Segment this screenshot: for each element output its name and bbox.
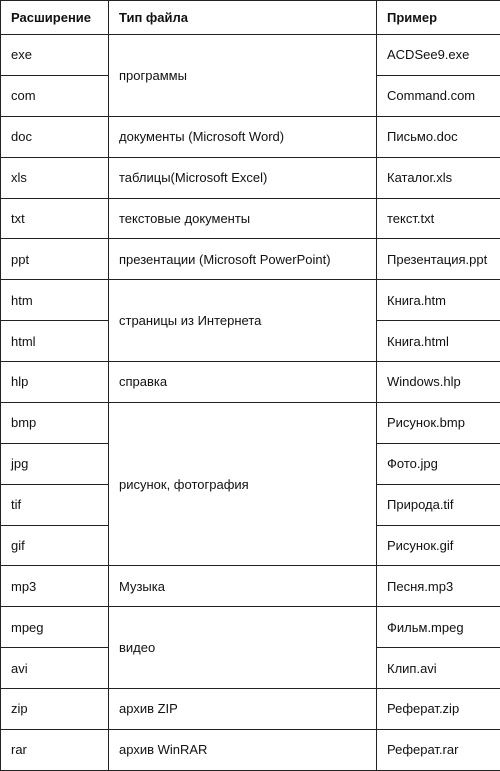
file-type-cell: текстовые документы: [109, 198, 377, 239]
table-row: [1, 362, 500, 403]
extension-cell: com: [1, 75, 109, 116]
example-cell: текст.txt: [377, 198, 500, 239]
extension-cell: jpg: [1, 443, 109, 484]
file-type-cell: Музыка: [109, 566, 377, 607]
example-cell: Фото.jpg: [377, 443, 500, 484]
extension-cell: exe: [1, 35, 109, 76]
example-cell: Рисунок.gif: [377, 525, 500, 566]
example-cell: Книга.htm: [377, 280, 500, 321]
table-row: [1, 566, 500, 607]
table-row: [1, 280, 500, 321]
example-cell: Природа.tif: [377, 484, 500, 525]
extension-cell: html: [1, 321, 109, 362]
extension-cell: mp3: [1, 566, 109, 607]
extension-cell: hlp: [1, 362, 109, 403]
table-row: [1, 157, 500, 198]
file-type-cell: видео: [109, 607, 377, 689]
example-cell: Презентация.ppt: [377, 239, 500, 280]
example-cell: Клип.avi: [377, 648, 500, 689]
extension-cell: xls: [1, 157, 109, 198]
header-row: [1, 1, 500, 35]
extension-cell: mpeg: [1, 607, 109, 648]
extension-cell: txt: [1, 198, 109, 239]
file-type-cell: документы (Microsoft Word): [109, 116, 377, 157]
example-cell: Песня.mp3: [377, 566, 500, 607]
extension-cell: doc: [1, 116, 109, 157]
extension-cell: zip: [1, 689, 109, 730]
example-cell: Command.com: [377, 75, 500, 116]
table-row: [1, 198, 500, 239]
file-type-cell: страницы из Интернета: [109, 280, 377, 362]
file-type-cell: рисунок, фотография: [109, 402, 377, 566]
file-type-cell: презентации (Microsoft PowerPoint): [109, 239, 377, 280]
table-row: [1, 35, 500, 76]
example-cell: Рисунок.bmp: [377, 402, 500, 443]
header-extension: Расширение: [1, 1, 109, 35]
extension-cell: ppt: [1, 239, 109, 280]
header-file-type: Тип файла: [109, 1, 377, 35]
table-row: [1, 116, 500, 157]
file-type-cell: архив WinRAR: [109, 729, 377, 770]
example-cell: Реферат.zip: [377, 689, 500, 730]
table-row: [1, 239, 500, 280]
extension-cell: htm: [1, 280, 109, 321]
table-row: [1, 729, 500, 770]
extension-cell: avi: [1, 648, 109, 689]
file-type-cell: справка: [109, 362, 377, 403]
header-example: Пример: [377, 1, 500, 35]
example-cell: Реферат.rar: [377, 729, 500, 770]
file-type-cell: архив ZIP: [109, 689, 377, 730]
extension-cell: tif: [1, 484, 109, 525]
table-row: [1, 402, 500, 443]
table-row: [1, 607, 500, 648]
table-row: [1, 689, 500, 730]
file-type-cell: таблицы(Microsoft Excel): [109, 157, 377, 198]
example-cell: Письмо.doc: [377, 116, 500, 157]
extension-cell: gif: [1, 525, 109, 566]
extension-cell: bmp: [1, 402, 109, 443]
example-cell: Книга.html: [377, 321, 500, 362]
extension-cell: rar: [1, 729, 109, 770]
example-cell: Каталог.xls: [377, 157, 500, 198]
example-cell: ACDSee9.exe: [377, 35, 500, 76]
example-cell: Windows.hlp: [377, 362, 500, 403]
example-cell: Фильм.mpeg: [377, 607, 500, 648]
file-type-cell: программы: [109, 35, 377, 117]
